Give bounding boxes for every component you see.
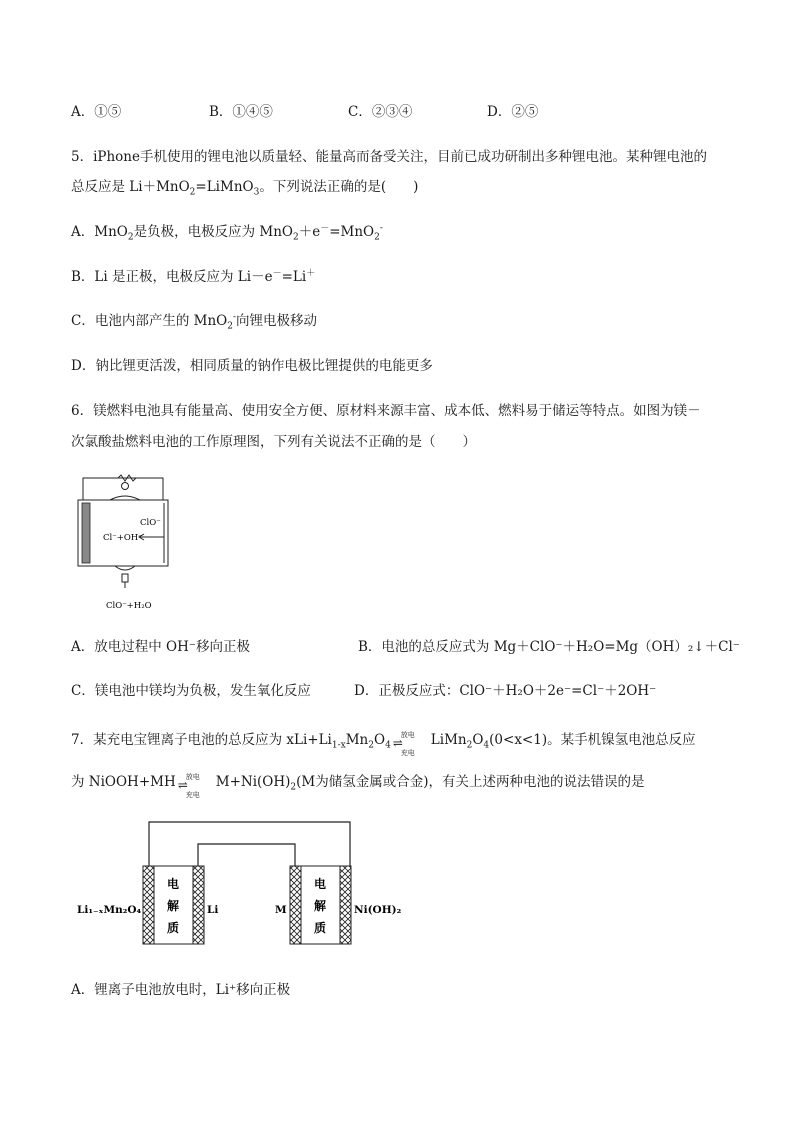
q5-option-b: B．Li 是正极，电极反应为 Li－e－=Li＋ (71, 268, 316, 285)
svg-text:解: 解 (167, 899, 180, 913)
battery-diagram (75, 820, 415, 950)
magnesium-electrode (82, 503, 90, 563)
reversible-arrow-icon: 放电 ⇌ 充电 (177, 772, 200, 799)
q5-stem-line1: 5．iPhone手机使用的锂电池以质量轻、能量高而备受关注，目前已成功研制出多种锂电池。某种锂电池的 (71, 149, 707, 165)
q4-option-b: B．①④⑤ (209, 104, 273, 120)
svg-text:解: 解 (314, 899, 327, 913)
right-cathode (340, 866, 351, 944)
label-m: M (275, 904, 287, 916)
svg-text:电: 电 (314, 877, 327, 891)
left-anode (193, 866, 204, 944)
q7-stem-line2: 为 NiOOH+MH 放电 ⇌ 充电 $M+Ni(OH)_2(M$为储氢金属或合金)，有关上述两种电池的说法错误的是 (71, 772, 645, 799)
svg-text:电: 电 (167, 877, 180, 891)
q6-option-c: C．镁电池中镁均为负极，发生氧化反应 (71, 683, 311, 699)
q4-option-c: C．②③④ (348, 104, 413, 120)
left-cathode (143, 866, 154, 944)
q4-option-a: A．①⑤ (71, 104, 122, 120)
label-bottom: ClO⁻+H₂O (106, 601, 152, 611)
label-nioh2: Ni(OH)₂ (354, 904, 402, 916)
q6-stem-line1: 6．镁燃料电池具有能量高、使用安全方便、原材料来源丰富、成本低、燃料易于储运等特点。如图为镁－ (71, 403, 701, 419)
svg-text:质: 质 (167, 921, 180, 935)
svg-text:质: 质 (314, 921, 327, 935)
label-limn2o4: Li₁₋ₓMn₂O₄ (77, 904, 142, 916)
q5-option-c: C．电池内部产生的 MnO$_2$-向锂电极移动 (71, 312, 317, 332)
label-clo: ClO⁻ (140, 518, 161, 528)
q6-stem-line2: 次氯酸盐燃料电池的工作原理图，下列有关说法不正确的是（ ） (71, 434, 476, 450)
q6-option-d: D．正极反应式：ClO⁻＋H₂O＋2e⁻=Cl⁻＋2OH⁻ (354, 683, 657, 699)
q7-option-a: A．锂离子电池放电时，Li⁺移向正极 (71, 982, 291, 998)
q6-option-b: B．电池的总反应式为 Mg＋ClO⁻＋H₂O=Mg（OH）₂↓＋Cl⁻ (358, 639, 740, 655)
q5-option-d: D．钠比锂更活泼，相同质量的钠作电极比锂提供的电能更多 (71, 358, 433, 374)
q4-option-d: D．②⑤ (487, 104, 539, 120)
q7-stem-line1: 7．某充电宝锂离子电池的总反应为 $xLi+Li_{1-x}Mn_2O_4$ 放电 ⇌ 充电 $LiMn_2O_4(0<x<1)$。某手机镍氢电池总反应 (71, 730, 696, 757)
q6-option-a: A．放电过程中 OH⁻移向正极 (71, 639, 251, 655)
q5-option-a: A．MnO$_2$是负极，电极反应为 MnO$_2$＋e－=MnO$_2$- (71, 223, 383, 243)
mg-fuel-cell-diagram (70, 470, 185, 615)
reversible-arrow-icon: 放电 ⇌ 充电 (392, 730, 415, 757)
q5-stem-line2: 总反应是 Li＋MnO$_2$=LiMnO$_3$。下列说法正确的是( ) (71, 179, 419, 198)
label-cl-oh: Cl⁻+OH⁻ (103, 533, 143, 543)
label-li: Li (207, 904, 219, 916)
right-anode (290, 866, 301, 944)
